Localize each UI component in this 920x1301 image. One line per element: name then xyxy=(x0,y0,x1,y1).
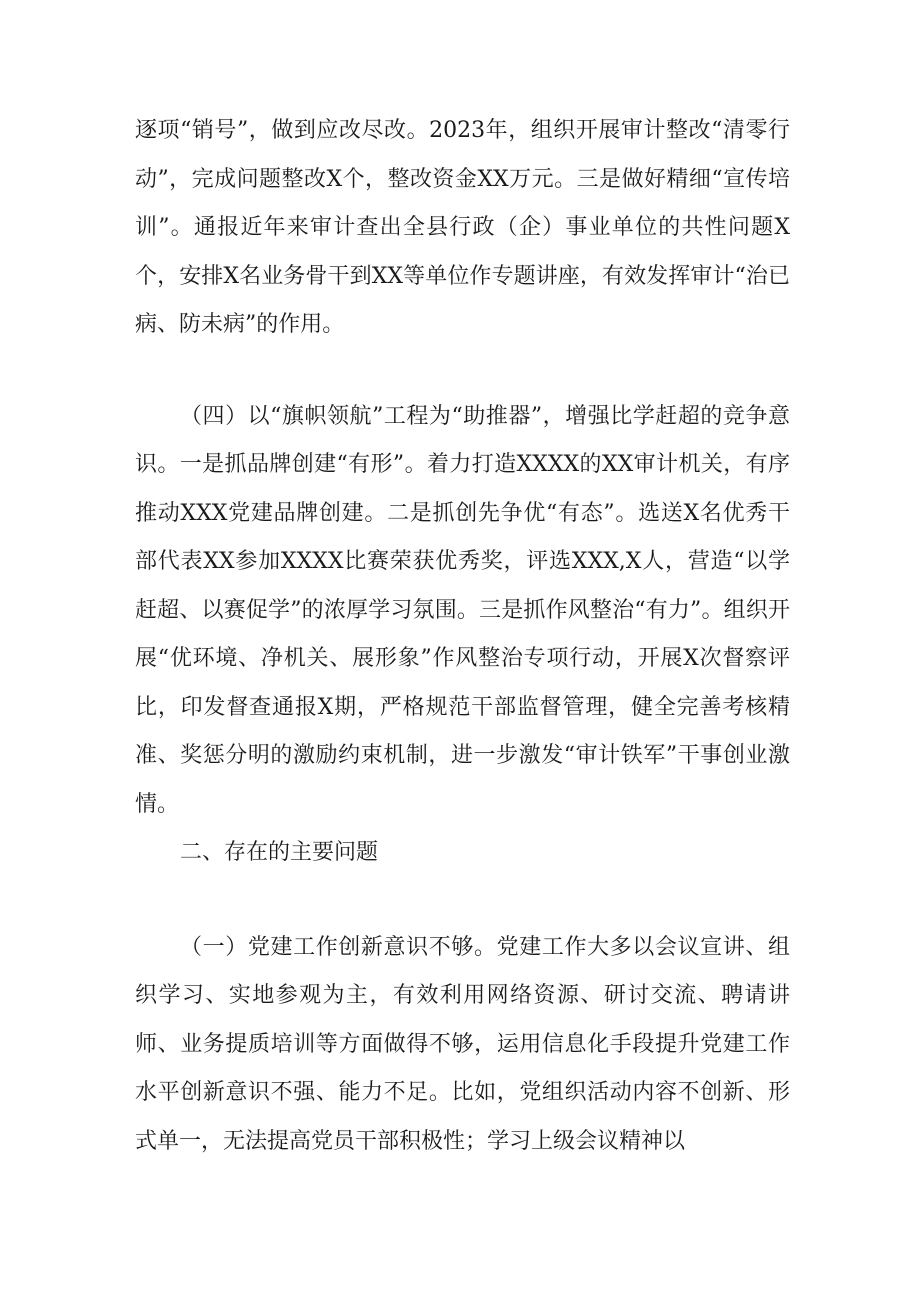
paragraph-flag-leading-project: （四）以“旗帜领航”工程为“助推器”，增强比学赶超的竞争意识。一是抓品牌创建“有形”。着力打造XXXX的XX审计机关，有序推动XXX党建品牌创建。二是抓创先争优“有态”。选送X名优秀干部代表XX参加XXXX比赛荣获优秀奖，评选XXX,X人，营造“以学赶超、以赛促学”的浓厚学习氛围。三是抓作风整治“有力”。组织开展“优环境、净机关、展形象”作风整治专项行动，开展X次督察评比，印发督查通报X期，严格规范干部监督管理，健全完善考核精准、奖惩分明的激励约束机制，进一步激发“审计铁军”干事创业激情。 xyxy=(135,403,790,817)
section-heading-main-problems: 二、存在的主要问题 xyxy=(180,840,379,865)
document-body xyxy=(135,107,790,1166)
paragraph-continued-rectification: 逐项“销号”，做到应改尽改。2023年，组织开展审计整改“清零行动”，完成问题整改X个，整改资金XX万元。三是做好精细“宣传培训”。通报近年来审计查出全县行政（企）事业单位的共性问题X个，安排X名业务骨干到XX等单位作专题讲座，有效发挥审计“治已病、防未病”的作用。 xyxy=(135,118,790,337)
paragraph-innovation-awareness: （一）党建工作创新意识不够。党建工作大多以会议宣讲、组织学习、实地参观为主，有效利用网络资源、研讨交流、聘请讲师、业务提质培训等方面做得不够，运用信息化手段提升党建工作水平创新意识不强、能力不足。比如，党组织活动内容不创新、形式单一，无法提高党员干部积极性；学习上级会议精神以 xyxy=(135,934,790,1154)
